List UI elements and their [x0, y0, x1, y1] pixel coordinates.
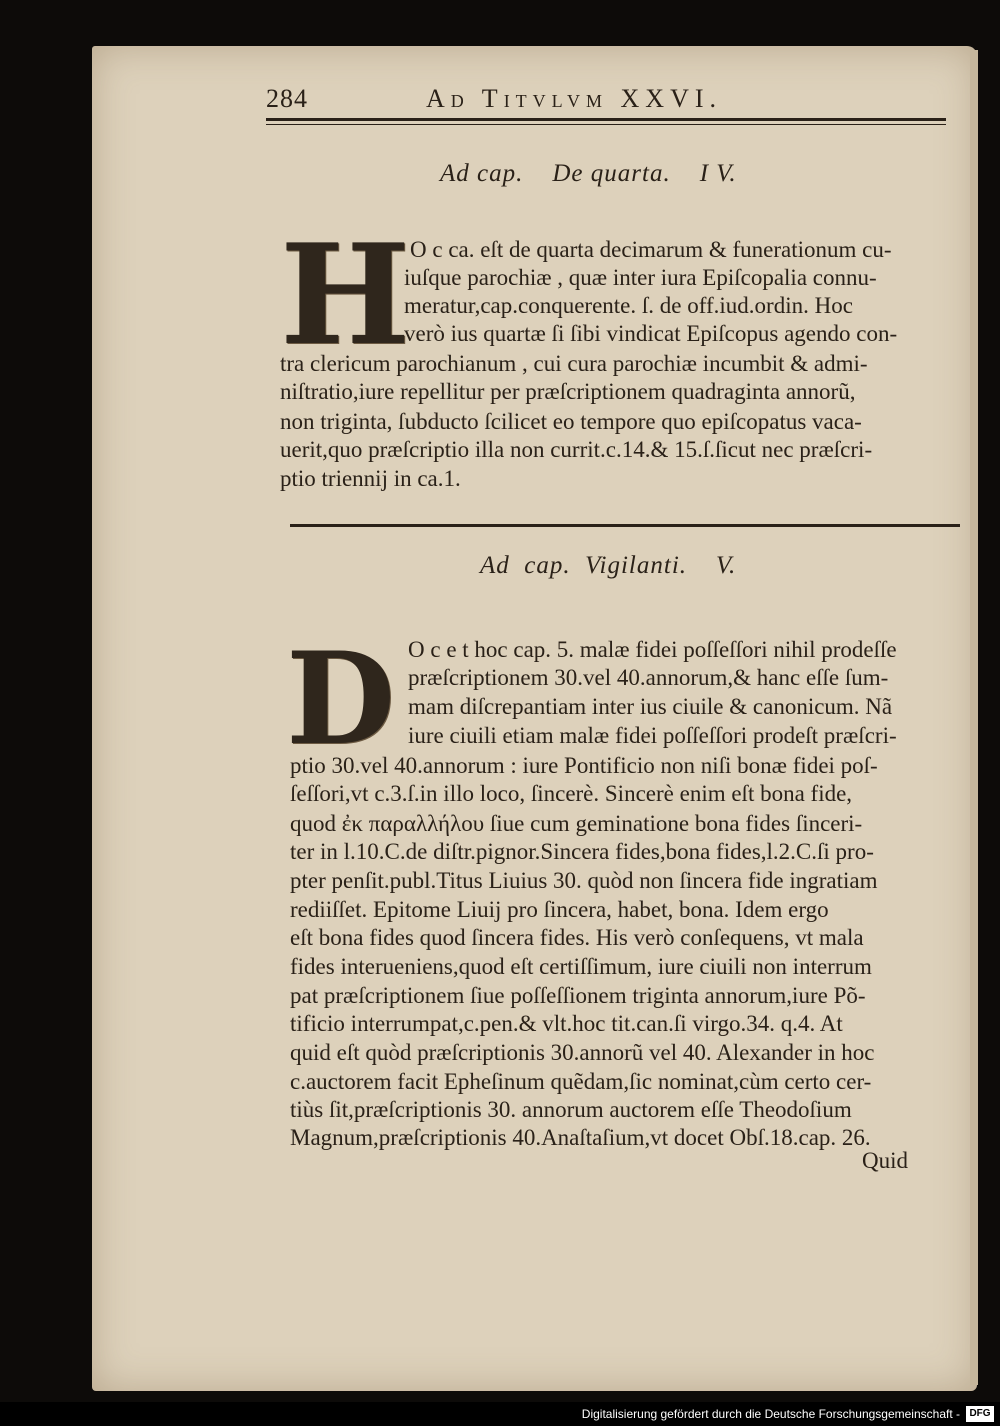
text-line: fides interueniens,quod eſt certiſſimum, iure ciuili non interrum: [290, 954, 872, 979]
header-rule-thin: [266, 124, 946, 125]
page-number: 284: [266, 84, 308, 113]
text-line: pat præſcriptionem ſiue poſſeſſionem triginta annorum,iure Põ-: [290, 983, 866, 1008]
text-line: non triginta, ſubducto ſcilicet eo tempore quo epiſcopatus vaca-: [280, 409, 862, 434]
text-line: iure ciuili etiam malæ fidei poſſeſſori prodeſt præſcri-: [408, 723, 897, 748]
catchword: Quid: [862, 1148, 908, 1173]
text-line: mam diſcrepantiam inter ius ciuile & canonicum. Nã: [408, 694, 893, 719]
text-line: tra clericum parochianum , cui cura parochiæ incumbit & admi-: [280, 351, 868, 376]
text-line: præſcriptionem 30.vel 40.annorum,& hanc eſſe ſum-: [408, 665, 889, 690]
section2-text: [290, 636, 980, 1176]
section1-text: [280, 236, 970, 496]
section-rule: [290, 524, 960, 527]
text-line: uerit,quo præſcriptio illa non currit.c.14.& 15.ſ.ſicut nec præſcri-: [280, 437, 873, 462]
text-line: pter penſit.publ.Titus Liuius 30. quòd non ſincera fide ingratiam: [290, 868, 878, 893]
text-line: ſeſſori,vt c.3.ſ.in illo loco, ſincerè. Sincerè enim eſt bona fide,: [290, 781, 853, 806]
text-line: quod ἐκ παραλλήλου ſiue cum geminatione bona fides ſinceri-: [290, 811, 863, 836]
header-rule: [266, 118, 946, 121]
text-line: tificio interrumpat,c.pen.& vlt.hoc tit.can.ſi virgo.34. q.4. At: [290, 1011, 843, 1036]
text-line: quid eſt quòd præſcriptionis 30.annorũ vel 40. Alexander in hoc: [290, 1040, 875, 1065]
text-line: c.auctorem facit Epheſinum quẽdam,ſic nominat,cùm certo cer-: [290, 1069, 872, 1094]
text-line: niſtratio,iure repellitur per præſcriptionem quadraginta annorũ,: [280, 379, 856, 404]
text-line: meratur,cap.conquerente. ſ. de off.iud.ordin. Hoc: [404, 293, 853, 318]
text-line: ptio 30.vel 40.annorum : iure Pontificio non niſi bonæ fidei poſ-: [290, 753, 878, 778]
text-line: O c ca. eſt de quarta decimarum & funerationum cu-: [410, 237, 892, 262]
text-line: iuſque parochiæ , quæ inter iura Epiſcopalia connu-: [404, 265, 877, 290]
text-line: rediiſſet. Epitome Liuij pro ſincera, habet, bona. Idem ergo: [290, 897, 829, 922]
text-line: ter in l.10.C.de diſtr.pignor.Sincera fides,bona fides,l.2.C.ſi pro-: [290, 839, 874, 864]
dropcap-h: H: [280, 213, 411, 376]
dropcap-d: D: [286, 625, 396, 773]
section-heading-de-quarta: Ad cap. De quarta. I V.: [440, 160, 737, 187]
section-heading-vigilanti: Ad cap. Vigilanti. V.: [480, 552, 737, 579]
footer-credit: Digitalisierung gefördert durch die Deutsche Forschungsgemeinschaft -: [581, 1407, 960, 1421]
text-line: tiùs ſit,præſcriptionis 30. annorum auctorem eſſe Theodoſium: [290, 1097, 852, 1122]
text-line: Magnum,præſcriptionis 40.Anaſtaſium,vt docet Obſ.18.cap. 26.: [290, 1125, 871, 1150]
text-line: ptio triennij in ca.1.: [280, 466, 461, 491]
dfg-logo: DFG: [966, 1406, 994, 1422]
digitization-footer: [0, 1402, 1000, 1426]
running-title: Ad Titvlvm XXVI.: [426, 84, 723, 113]
text-line: O c e t hoc cap. 5. malæ fidei poſſeſſori nihil prodeſſe: [408, 637, 897, 662]
page-header: [266, 84, 956, 114]
text-line: verò ius quartæ ſi ſibi vindicat Epiſcopus agendo con-: [404, 321, 898, 346]
text-line: eſt bona fides quod ſincera fides. His verò conſequens, vt mala: [290, 925, 864, 950]
